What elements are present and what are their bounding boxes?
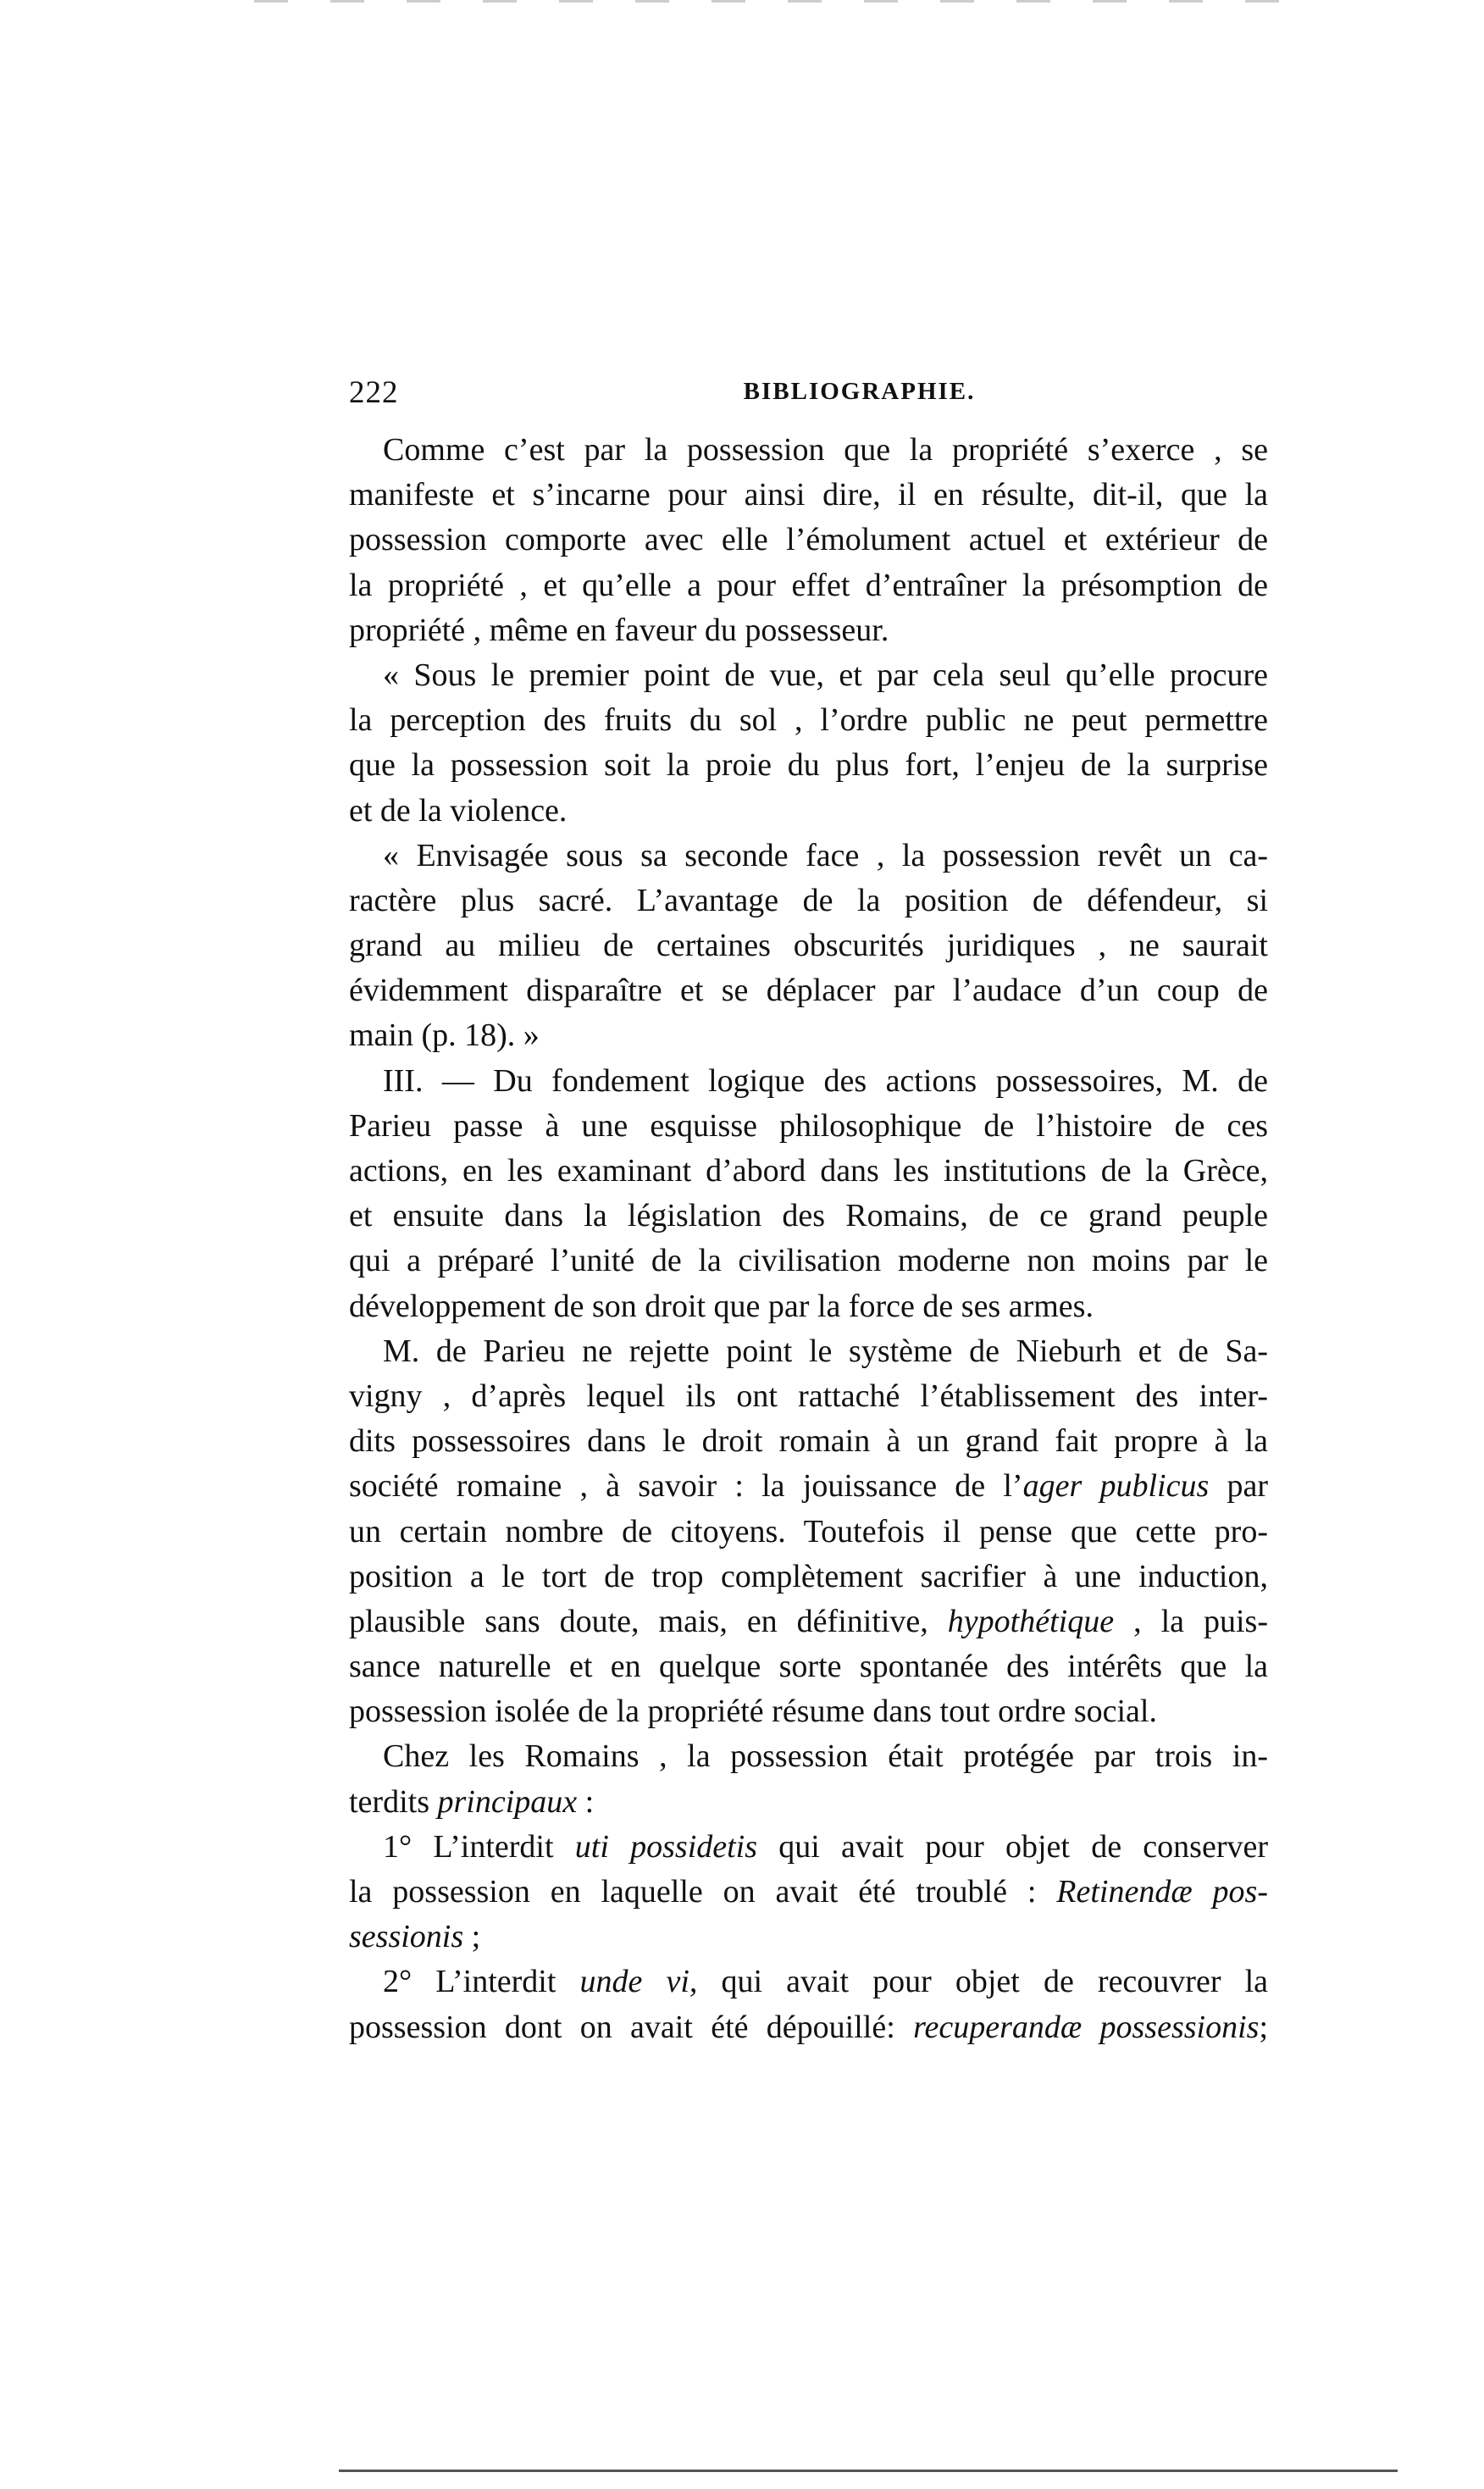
text-segment: : [577,1783,595,1820]
text-segment: ; [1259,2009,1268,2045]
text-line: un certain nombre de citoyens. Toutefois il pense que cette pro- [349,1513,1268,1549]
text-line [349,1915,1268,1960]
text-line [349,1870,1268,1915]
text-segment: qui avait pour objet de recouvrer la [697,1964,1268,2000]
text-segment: terdits [349,1783,438,1820]
text-line: manifeste et s’incarne pour ainsi dire, il en résulte, dit-il, que la [349,477,1268,513]
text-line [349,1780,1268,1825]
text-line: « Envisagée sous sa seconde face , la possession revêt un ca- [383,837,1268,873]
text-segment: possession dont on avait été dépouillé: [349,2009,914,2045]
text-segment: qui avait pour objet de conserver [757,1828,1268,1865]
text-line: vigny , d’après lequel ils ont rattaché l’établissement des inter- [349,1378,1268,1414]
italic-segment: uti possidetis [574,1828,758,1865]
text-line: M. de Parieu ne rejette point le système de Nieburh et de Sa- [383,1333,1268,1369]
italic-segment: recuperandæ possessionis [913,2009,1260,2045]
text-segment: 1° L’interdit [383,1828,575,1865]
text-line: main (p. 18). » [349,1017,540,1054]
text-line: que la possession soit la proie du plus fort, l’enjeu de la surprise [349,747,1268,784]
text-line: ractère plus sacré. L’avantage de la position de défendeur, si [349,882,1268,918]
text-line [349,1825,1268,1870]
text-line: position a le tort de trop complètement sacrifier à une induction, [349,1558,1268,1594]
page-number: 222 [349,375,399,410]
text-segment: plausible sans doute, mais, en définitive, [349,1603,948,1639]
text-line: évidemment disparaître et se déplacer par l’audace d’un coup de [349,973,1268,1009]
text-line: « Sous le premier point de vue, et par cela seul qu’elle procure [383,657,1268,693]
text-line: et de la violence. [349,792,568,829]
text-line: possession comporte avec elle l’émolument actuel et extérieur de [349,522,1268,558]
text-line: et ensuite dans la législation des Romains, de ce grand peuple [349,1198,1268,1234]
text-line: qui a préparé l’unité de la civilisation moderne non moins par le [349,1243,1268,1279]
text-segment: la possession en laquelle on avait été troublé : [349,1874,1057,1910]
text-line [349,1599,1268,1644]
text-segment: ; [463,1919,481,1955]
text-line [349,1960,1268,2004]
text-segment: 2° L’interdit [383,1964,580,2000]
text-line: actions, en les examinant d’abord dans les institutions de la Grèce, [349,1153,1268,1189]
page-header [349,374,1268,417]
text-line [349,2005,1268,2050]
text-segment: société romaine , à savoir : la jouissance de l’ [349,1468,1023,1505]
text-segment: par [1209,1468,1268,1505]
italic-segment: unde vi, [579,1964,698,2000]
text-segment: , la puis- [1114,1603,1268,1639]
text-line [349,1464,1268,1509]
text-line: dits possessoires dans le droit romain à un grand fait propre à la [349,1423,1268,1460]
text-line: propriété , même en faveur du possesseur. [349,612,889,648]
text-line: III. — Du fondement logique des actions possessoires, M. de [383,1062,1268,1099]
text-line: Parieu passe à une esquisse philosophique de l’histoire de ces [349,1107,1268,1144]
text-line: grand au milieu de certaines obscurités juridiques , ne saurait [349,928,1268,964]
italic-segment: Retinendæ pos- [1056,1874,1268,1910]
text-line: la propriété , et qu’elle a pour effet d’entraîner la présomption de [349,567,1268,603]
text-line: la perception des fruits du sol , l’ordre public ne peut permettre [349,702,1268,739]
italic-segment: hypothétique [947,1603,1115,1639]
text-line: possession isolée de la propriété résume dans tout ordre social. [349,1694,1157,1730]
scan-edge-top [254,0,1313,3]
text-line: Chez les Romains , la possession était protégée par trois in- [383,1738,1268,1775]
italic-segment: ager publicus [1022,1468,1210,1505]
body-text [349,428,1268,2050]
text-line: développement de son droit que par la force de ses armes. [349,1288,1094,1324]
running-title: BIBLIOGRAPHIE. [743,378,976,405]
italic-segment: sessionis [349,1919,464,1955]
text-line: sance naturelle et en quelque sorte spontanée des intérêts que la [349,1649,1268,1685]
text-line: Comme c’est par la possession que la propriété s’exerce , se [383,432,1268,468]
italic-segment: principaux [437,1783,578,1820]
scan-edge-bottom [339,2470,1398,2472]
